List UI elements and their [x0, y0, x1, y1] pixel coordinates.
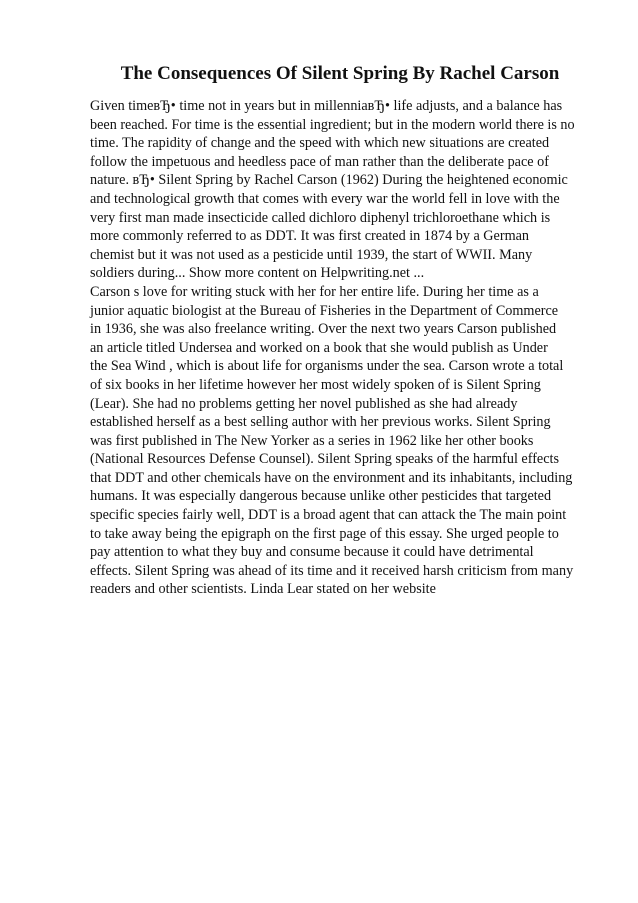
body-line: specific species fairly well, DDT is a broad agent that can attack the The main point — [90, 507, 567, 524]
body-line: (Lear). She had no problems getting her novel published as she had already — [90, 395, 518, 412]
body-line: chemist but it was not used as a pesticide until 1939, the start of WWII. Many — [90, 246, 533, 263]
body-line: nature. вЂ• Silent Spring by Rachel Carson (1962) During the heightened economic — [90, 172, 568, 189]
body-line: soldiers during... Show more content on Helpwriting.net ... — [90, 265, 425, 282]
body-line: readers and other scientists. Linda Lear stated on her website — [90, 581, 436, 598]
body-line: junior aquatic biologist at the Bureau of Fisheries in the Department of Commerce — [90, 302, 559, 319]
document-body — [90, 97, 590, 599]
body-line: been reached. For time is the essential ingredient; but in the modern world there is no — [90, 116, 575, 133]
body-line: Given timeвЂ• time not in years but in millenniaвЂ• life adjusts, and a balance has — [90, 98, 563, 114]
body-line: the Sea Wind , which is about life for organisms under the sea. Carson wrote a total — [90, 358, 564, 375]
body-line: in 1936, she was also freelance writing. Over the next two years Carson published — [90, 321, 557, 338]
body-line: Carson s love for writing stuck with her for her entire life. During her time as a — [90, 283, 539, 300]
body-line: was first published in The New Yorker as a series in 1962 like her other books — [90, 432, 534, 449]
body-line: (National Resources Defense Counsel). Silent Spring speaks of the harmful effects — [90, 451, 559, 468]
body-line: of six books in her lifetime however her most widely spoken of is Silent Spring — [90, 376, 541, 393]
body-line: effects. Silent Spring was ahead of its time and it received harsh criticism from many — [90, 562, 574, 579]
body-line: very first man made insecticide called dichloro diphenyl trichloroethane which is — [90, 209, 551, 226]
body-line: established herself as a best selling author with her previous works. Silent Spring — [90, 414, 551, 431]
body-line: follow the impetuous and heedless pace of man rather than the deliberate pace of — [90, 153, 549, 170]
body-line: that DDT and other chemicals have on the environment and its inhabitants, including — [90, 469, 573, 486]
body-line: to take away being the epigraph on the first page of this essay. She urged people to — [90, 525, 559, 542]
body-line: pay attention to what they buy and consume because it could have detrimental — [90, 544, 534, 561]
body-line: and technological growth that comes with every war the world fell in love with the — [90, 190, 560, 207]
document-title: The Consequences Of Silent Spring By Rachel Carson — [120, 63, 560, 84]
body-line: time. The rapidity of change and the speed with which new situations are created — [90, 135, 550, 152]
body-line: humans. It was especially dangerous because unlike other pesticides that targeted — [90, 488, 552, 505]
body-line: more commonly referred to as DDT. It was first created in 1874 by a German — [90, 228, 530, 245]
body-line: an article titled Undersea and worked on a book that she would publish as Under — [90, 339, 548, 356]
